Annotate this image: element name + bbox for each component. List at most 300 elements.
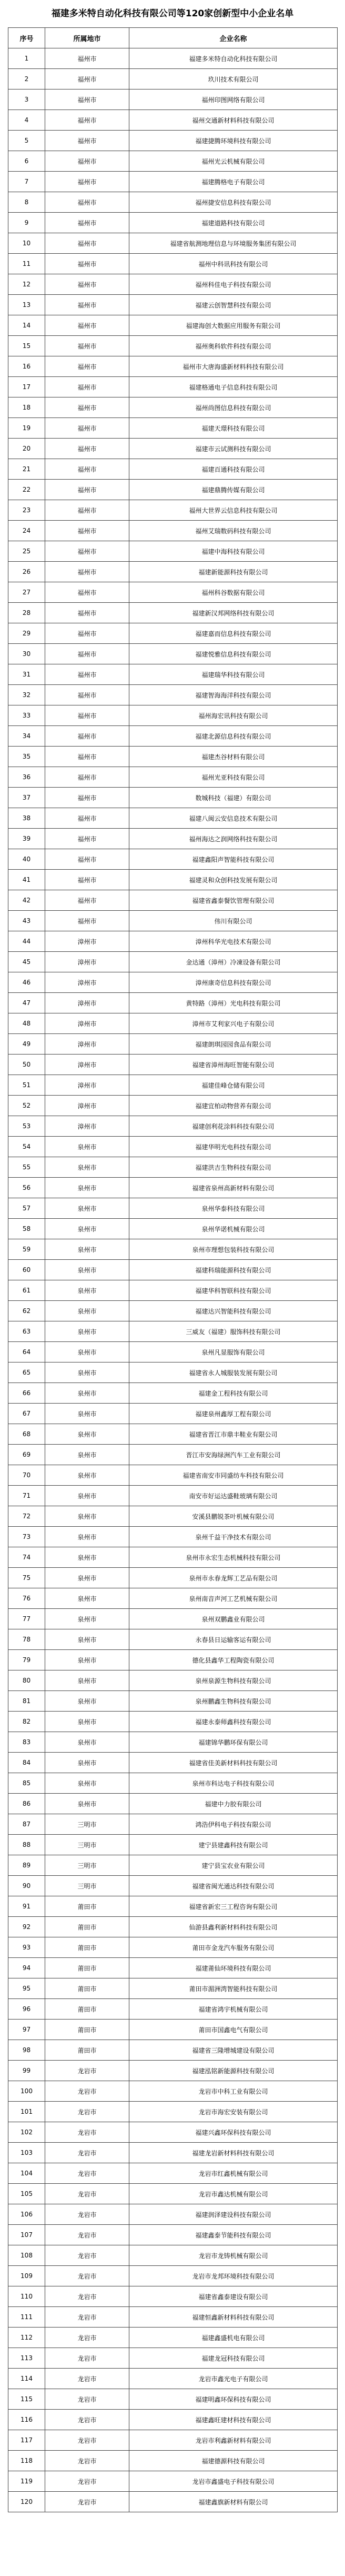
table-row bbox=[8, 603, 338, 623]
row-company: 福建兴鑫环保科技有限公司 bbox=[129, 2122, 338, 2143]
row-city: 龙岩市 bbox=[45, 2163, 129, 2184]
row-company: 伟川有限公司 bbox=[129, 911, 338, 931]
table-row bbox=[8, 1568, 338, 1588]
table-row bbox=[8, 2451, 338, 2471]
row-company: 建宁县宝农业有限公司 bbox=[129, 1855, 338, 1876]
row-city: 三明市 bbox=[45, 1855, 129, 1876]
table-row bbox=[8, 151, 338, 172]
row-index: 62 bbox=[8, 1301, 45, 1321]
table-row bbox=[8, 1219, 338, 1239]
row-index: 6 bbox=[8, 151, 45, 172]
row-city: 三明市 bbox=[45, 1814, 129, 1835]
row-company: 福建锦华鹏环保有限公司 bbox=[129, 1732, 338, 1753]
table-row bbox=[8, 2410, 338, 2430]
row-company: 福建八闽云安信息技术有限公司 bbox=[129, 808, 338, 829]
row-city: 福州市 bbox=[45, 644, 129, 664]
row-company: 泉州南音声河工艺机械有限公司 bbox=[129, 1588, 338, 1609]
row-city: 泉州市 bbox=[45, 1465, 129, 1486]
row-city: 泉州市 bbox=[45, 1794, 129, 1814]
row-index: 35 bbox=[8, 747, 45, 767]
row-index: 28 bbox=[8, 603, 45, 623]
table-row bbox=[8, 1670, 338, 1691]
row-city: 泉州市 bbox=[45, 1178, 129, 1198]
row-company: 福建鼎腾传媒有限公司 bbox=[129, 480, 338, 500]
row-city: 福州市 bbox=[45, 521, 129, 541]
row-city: 福州市 bbox=[45, 89, 129, 110]
row-city: 龙岩市 bbox=[45, 2102, 129, 2122]
row-city: 泉州市 bbox=[45, 1301, 129, 1321]
row-company: 福建省漳州海旺智能有限公司 bbox=[129, 1055, 338, 1075]
row-city: 三明市 bbox=[45, 1835, 129, 1855]
row-city: 莆田市 bbox=[45, 1958, 129, 1978]
table-row bbox=[8, 172, 338, 192]
row-index: 96 bbox=[8, 1999, 45, 2020]
row-city: 福州市 bbox=[45, 726, 129, 747]
table-row bbox=[8, 1835, 338, 1855]
row-city: 莆田市 bbox=[45, 1896, 129, 1917]
row-city: 龙岩市 bbox=[45, 2266, 129, 2286]
row-company: 福建明鑫环保科技有限公司 bbox=[129, 2389, 338, 2410]
row-city: 泉州市 bbox=[45, 1547, 129, 1568]
row-company: 漳州市艾利家兴电子有限公司 bbox=[129, 1013, 338, 1034]
row-company: 福建嘉而信息科技有限公司 bbox=[129, 623, 338, 644]
row-index: 69 bbox=[8, 1445, 45, 1465]
row-index: 53 bbox=[8, 1116, 45, 1137]
row-index: 23 bbox=[8, 500, 45, 521]
row-city: 泉州市 bbox=[45, 1753, 129, 1773]
header-index: 序号 bbox=[8, 28, 45, 48]
row-company: 福建灵和众创科技发展有限公司 bbox=[129, 870, 338, 890]
table-row bbox=[8, 623, 338, 644]
row-index: 111 bbox=[8, 2307, 45, 2328]
table-row bbox=[8, 2245, 338, 2266]
row-city: 福州市 bbox=[45, 213, 129, 233]
row-index: 21 bbox=[8, 459, 45, 480]
table-row bbox=[8, 1712, 338, 1732]
table-row bbox=[8, 1178, 338, 1198]
row-company: 福建格通电子信息科技有限公司 bbox=[129, 377, 338, 397]
table-row bbox=[8, 110, 338, 131]
row-index: 72 bbox=[8, 1506, 45, 1527]
row-company: 福建洪吉生物科技有限公司 bbox=[129, 1157, 338, 1178]
row-city: 泉州市 bbox=[45, 1383, 129, 1404]
table-row bbox=[8, 788, 338, 808]
row-company: 莆田市湄洲湾智能科技有限公司 bbox=[129, 1978, 338, 1999]
row-city: 福州市 bbox=[45, 911, 129, 931]
row-company: 福建朗琪园园食品有限公司 bbox=[129, 1034, 338, 1055]
table-row bbox=[8, 1198, 338, 1219]
row-city: 福州市 bbox=[45, 480, 129, 500]
table-row bbox=[8, 521, 338, 541]
table-row bbox=[8, 2430, 338, 2451]
row-company: 福建莆仙环境科技有限公司 bbox=[129, 1958, 338, 1978]
row-city: 三明市 bbox=[45, 1876, 129, 1896]
row-index: 120 bbox=[8, 2492, 45, 2512]
row-index: 20 bbox=[8, 439, 45, 459]
row-company: 福建省泉州高新材料有限公司 bbox=[129, 1178, 338, 1198]
row-index: 88 bbox=[8, 1835, 45, 1855]
row-company: 福建鑫阳声智能科技有限公司 bbox=[129, 849, 338, 870]
row-index: 27 bbox=[8, 582, 45, 603]
table-row bbox=[8, 808, 338, 829]
table-row bbox=[8, 1937, 338, 1958]
table-row bbox=[8, 315, 338, 336]
row-company: 莆田市金龙汽车服务有限公司 bbox=[129, 1937, 338, 1958]
row-company: 福建鑫旺建材科技有限公司 bbox=[129, 2410, 338, 2430]
table-row bbox=[8, 500, 338, 521]
row-city: 漳州市 bbox=[45, 972, 129, 993]
row-company: 福建恒鑫新材料科技有限公司 bbox=[129, 2307, 338, 2328]
row-city: 泉州市 bbox=[45, 1773, 129, 1794]
row-company: 福建科瑞能源科技有限公司 bbox=[129, 1260, 338, 1280]
row-index: 80 bbox=[8, 1670, 45, 1691]
table-row bbox=[8, 1362, 338, 1383]
row-index: 67 bbox=[8, 1404, 45, 1424]
row-company: 建宁县建鑫科技有限公司 bbox=[129, 1835, 338, 1855]
row-city: 福州市 bbox=[45, 870, 129, 890]
table-row bbox=[8, 993, 338, 1013]
row-company: 福建悦雅信息科技有限公司 bbox=[129, 644, 338, 664]
row-company: 福建龙冠科技有限公司 bbox=[129, 2348, 338, 2369]
row-index: 33 bbox=[8, 705, 45, 726]
row-company: 龙岩市利鑫新材料有限公司 bbox=[129, 2430, 338, 2451]
table-row bbox=[8, 1157, 338, 1178]
row-index: 61 bbox=[8, 1280, 45, 1301]
row-index: 10 bbox=[8, 233, 45, 254]
row-company: 福建中海科技有限公司 bbox=[129, 541, 338, 562]
table-row bbox=[8, 1629, 338, 1650]
table-row bbox=[8, 1773, 338, 1794]
row-index: 49 bbox=[8, 1034, 45, 1055]
row-city: 泉州市 bbox=[45, 1670, 129, 1691]
row-city: 龙岩市 bbox=[45, 2389, 129, 2410]
table-row bbox=[8, 2122, 338, 2143]
table-row bbox=[8, 870, 338, 890]
row-city: 漳州市 bbox=[45, 1034, 129, 1055]
enterprise-table bbox=[8, 27, 338, 2512]
row-company: 福建创利花涂料科技有限公司 bbox=[129, 1116, 338, 1137]
row-index: 77 bbox=[8, 1609, 45, 1629]
row-company: 福建鑫旗新材料有限公司 bbox=[129, 2492, 338, 2512]
row-company: 永春县日运输客运有限公司 bbox=[129, 1629, 338, 1650]
row-city: 福州市 bbox=[45, 747, 129, 767]
table-row bbox=[8, 1342, 338, 1362]
row-city: 福州市 bbox=[45, 767, 129, 788]
table-row bbox=[8, 2471, 338, 2492]
row-city: 福州市 bbox=[45, 685, 129, 705]
row-city: 福州市 bbox=[45, 664, 129, 685]
row-city: 泉州市 bbox=[45, 1198, 129, 1219]
row-index: 99 bbox=[8, 2061, 45, 2081]
table-row bbox=[8, 1506, 338, 1527]
row-index: 85 bbox=[8, 1773, 45, 1794]
row-company: 福建北源信息科技有限公司 bbox=[129, 726, 338, 747]
row-company: 福建智海海洋科技有限公司 bbox=[129, 685, 338, 705]
table-row bbox=[8, 192, 338, 213]
row-city: 福州市 bbox=[45, 192, 129, 213]
table-row bbox=[8, 1588, 338, 1609]
row-city: 泉州市 bbox=[45, 1568, 129, 1588]
row-index: 82 bbox=[8, 1712, 45, 1732]
table-row bbox=[8, 48, 338, 69]
row-city: 泉州市 bbox=[45, 1342, 129, 1362]
table-row bbox=[8, 1137, 338, 1157]
row-company: 福建华科智联科技有限公司 bbox=[129, 1280, 338, 1301]
row-index: 109 bbox=[8, 2266, 45, 2286]
row-index: 36 bbox=[8, 767, 45, 788]
row-index: 113 bbox=[8, 2348, 45, 2369]
table-row bbox=[8, 1280, 338, 1301]
row-city: 龙岩市 bbox=[45, 2204, 129, 2225]
row-city: 龙岩市 bbox=[45, 2451, 129, 2471]
table-row bbox=[8, 1404, 338, 1424]
row-index: 81 bbox=[8, 1691, 45, 1712]
row-index: 118 bbox=[8, 2451, 45, 2471]
row-company: 福建省鑫泰建设有限公司 bbox=[129, 2286, 338, 2307]
row-index: 112 bbox=[8, 2328, 45, 2348]
row-city: 福州市 bbox=[45, 336, 129, 356]
table-row bbox=[8, 1855, 338, 1876]
row-company: 德化县鑫华工程陶瓷有限公司 bbox=[129, 1650, 338, 1670]
row-city: 泉州市 bbox=[45, 1404, 129, 1424]
row-index: 71 bbox=[8, 1486, 45, 1506]
row-company: 漳州科华光电技术有限公司 bbox=[129, 931, 338, 952]
table-row bbox=[8, 952, 338, 972]
table-row bbox=[8, 1116, 338, 1137]
table-row bbox=[8, 2286, 338, 2307]
row-city: 福州市 bbox=[45, 788, 129, 808]
table-row bbox=[8, 2348, 338, 2369]
table-row bbox=[8, 213, 338, 233]
table-row bbox=[8, 2020, 338, 2040]
row-index: 78 bbox=[8, 1629, 45, 1650]
row-company: 泉州泉源生物科技有限公司 bbox=[129, 1670, 338, 1691]
row-city: 福州市 bbox=[45, 439, 129, 459]
row-company: 泉州华诺机械有限公司 bbox=[129, 1219, 338, 1239]
row-index: 50 bbox=[8, 1055, 45, 1075]
table-row bbox=[8, 1896, 338, 1917]
table-row bbox=[8, 233, 338, 254]
row-index: 24 bbox=[8, 521, 45, 541]
row-company: 福建天璟科技有限公司 bbox=[129, 418, 338, 439]
row-index: 73 bbox=[8, 1527, 45, 1547]
table-row bbox=[8, 2143, 338, 2163]
table-row bbox=[8, 1239, 338, 1260]
table-row bbox=[8, 1301, 338, 1321]
row-city: 福州市 bbox=[45, 397, 129, 418]
row-city: 福州市 bbox=[45, 274, 129, 295]
row-company: 福州中科讯科技有限公司 bbox=[129, 254, 338, 274]
row-index: 95 bbox=[8, 1978, 45, 1999]
table-row bbox=[8, 1321, 338, 1342]
table-row bbox=[8, 480, 338, 500]
row-city: 福州市 bbox=[45, 705, 129, 726]
row-city: 龙岩市 bbox=[45, 2081, 129, 2102]
row-company: 福建宜柏动物营养有限公司 bbox=[129, 1096, 338, 1116]
row-company: 晋江市安海绿洲汽车工业有限公司 bbox=[129, 1445, 338, 1465]
table-row bbox=[8, 2102, 338, 2122]
row-company: 福建鑫泰节能科技有限公司 bbox=[129, 2225, 338, 2245]
row-city: 福州市 bbox=[45, 541, 129, 562]
row-city: 福州市 bbox=[45, 131, 129, 151]
row-index: 83 bbox=[8, 1732, 45, 1753]
table-row bbox=[8, 2266, 338, 2286]
row-company: 福建泓铭新能源科技有限公司 bbox=[129, 2061, 338, 2081]
row-index: 16 bbox=[8, 356, 45, 377]
row-company: 鸿浩伊科电子科技有限公司 bbox=[129, 1814, 338, 1835]
table-row bbox=[8, 2163, 338, 2184]
row-company: 福建省鸿宇机械有限公司 bbox=[129, 1999, 338, 2020]
table-row bbox=[8, 1465, 338, 1486]
row-city: 泉州市 bbox=[45, 1260, 129, 1280]
row-index: 11 bbox=[8, 254, 45, 274]
row-city: 福州市 bbox=[45, 295, 129, 315]
row-city: 龙岩市 bbox=[45, 2471, 129, 2492]
row-company: 福建省永人城服装发展有限公司 bbox=[129, 1362, 338, 1383]
row-index: 105 bbox=[8, 2184, 45, 2204]
row-company: 福州海宏讯科技有限公司 bbox=[129, 705, 338, 726]
row-index: 108 bbox=[8, 2245, 45, 2266]
row-index: 60 bbox=[8, 1260, 45, 1280]
row-company: 福建省航测地理信息与环境服务集团有限公司 bbox=[129, 233, 338, 254]
table-row bbox=[8, 849, 338, 870]
row-company: 福建省三隆增城建设有限公司 bbox=[129, 2040, 338, 2061]
row-city: 福州市 bbox=[45, 603, 129, 623]
row-city: 泉州市 bbox=[45, 1424, 129, 1445]
table-row bbox=[8, 931, 338, 952]
row-index: 37 bbox=[8, 788, 45, 808]
row-index: 106 bbox=[8, 2204, 45, 2225]
row-company: 福建道路科技有限公司 bbox=[129, 213, 338, 233]
row-index: 64 bbox=[8, 1342, 45, 1362]
table-row bbox=[8, 1034, 338, 1055]
row-city: 福州市 bbox=[45, 829, 129, 849]
table-row bbox=[8, 69, 338, 89]
row-company: 福建百通科技有限公司 bbox=[129, 459, 338, 480]
row-index: 8 bbox=[8, 192, 45, 213]
row-index: 15 bbox=[8, 336, 45, 356]
table-row bbox=[8, 1609, 338, 1629]
row-index: 29 bbox=[8, 623, 45, 644]
row-city: 莆田市 bbox=[45, 2040, 129, 2061]
row-index: 65 bbox=[8, 1362, 45, 1383]
row-city: 泉州市 bbox=[45, 1157, 129, 1178]
row-city: 龙岩市 bbox=[45, 2225, 129, 2245]
row-city: 泉州市 bbox=[45, 1362, 129, 1383]
row-company: 福州科谷数据有限公司 bbox=[129, 582, 338, 603]
row-company: 泉州凡显服饰有限公司 bbox=[129, 1342, 338, 1362]
table-row bbox=[8, 1383, 338, 1404]
row-index: 2 bbox=[8, 69, 45, 89]
row-index: 75 bbox=[8, 1568, 45, 1588]
row-index: 114 bbox=[8, 2369, 45, 2389]
row-city: 龙岩市 bbox=[45, 2307, 129, 2328]
table-row bbox=[8, 459, 338, 480]
row-index: 70 bbox=[8, 1465, 45, 1486]
table-row bbox=[8, 1424, 338, 1445]
row-index: 18 bbox=[8, 397, 45, 418]
row-index: 87 bbox=[8, 1814, 45, 1835]
row-company: 福建鑫盛机电有限公司 bbox=[129, 2328, 338, 2348]
row-company: 数城科技（福建）有限公司 bbox=[129, 788, 338, 808]
row-company: 福州大世界云信息科技有限公司 bbox=[129, 500, 338, 521]
row-company: 南安市好运达盛鞋玻璃有限公司 bbox=[129, 1486, 338, 1506]
row-index: 48 bbox=[8, 1013, 45, 1034]
row-city: 漳州市 bbox=[45, 952, 129, 972]
row-company: 泉州千益干净技术有限公司 bbox=[129, 1527, 338, 1547]
row-index: 25 bbox=[8, 541, 45, 562]
row-index: 84 bbox=[8, 1753, 45, 1773]
row-company: 福建省晋江市鼎丰鞋业有限公司 bbox=[129, 1424, 338, 1445]
row-company: 泉州市永宏生态机械科技有限公司 bbox=[129, 1547, 338, 1568]
table-row bbox=[8, 274, 338, 295]
row-company: 福州光云机械有限公司 bbox=[129, 151, 338, 172]
row-index: 68 bbox=[8, 1424, 45, 1445]
row-city: 泉州市 bbox=[45, 1588, 129, 1609]
row-index: 79 bbox=[8, 1650, 45, 1670]
row-company: 玖川技术有限公司 bbox=[129, 69, 338, 89]
row-company: 福建腾格电子有限公司 bbox=[129, 172, 338, 192]
row-city: 泉州市 bbox=[45, 1486, 129, 1506]
row-company: 福建润泽建设科技有限公司 bbox=[129, 2204, 338, 2225]
row-company: 安溪县鹏锐茶叶机械有限公司 bbox=[129, 1506, 338, 1527]
row-city: 泉州市 bbox=[45, 1321, 129, 1342]
row-company: 福建省佳美新材料科技有限公司 bbox=[129, 1753, 338, 1773]
table-row bbox=[8, 685, 338, 705]
row-company: 福建省新宏三工程咨询有限公司 bbox=[129, 1896, 338, 1917]
document-title: 福建多米特自动化科技有限公司等120家创新型中小企业名单 bbox=[51, 8, 294, 19]
row-index: 39 bbox=[8, 829, 45, 849]
row-index: 100 bbox=[8, 2081, 45, 2102]
row-city: 漳州市 bbox=[45, 931, 129, 952]
row-city: 福州市 bbox=[45, 623, 129, 644]
row-company: 福建省南安市同盛纺车科技有限公司 bbox=[129, 1465, 338, 1486]
row-city: 泉州市 bbox=[45, 1691, 129, 1712]
row-city: 福州市 bbox=[45, 849, 129, 870]
row-company: 龙岩市红鑫机械有限公司 bbox=[129, 2163, 338, 2184]
row-company: 仙游县鑫利新材料科技有限公司 bbox=[129, 1917, 338, 1937]
row-city: 福州市 bbox=[45, 459, 129, 480]
row-city: 泉州市 bbox=[45, 1527, 129, 1547]
row-index: 5 bbox=[8, 131, 45, 151]
row-city: 龙岩市 bbox=[45, 2061, 129, 2081]
table-row bbox=[8, 767, 338, 788]
row-index: 119 bbox=[8, 2471, 45, 2492]
table-row bbox=[8, 562, 338, 582]
row-index: 30 bbox=[8, 644, 45, 664]
row-city: 福州市 bbox=[45, 418, 129, 439]
table-row bbox=[8, 2204, 338, 2225]
row-index: 74 bbox=[8, 1547, 45, 1568]
row-city: 莆田市 bbox=[45, 1917, 129, 1937]
row-company: 福州奥科软件科技有限公司 bbox=[129, 336, 338, 356]
row-city: 漳州市 bbox=[45, 993, 129, 1013]
table-row bbox=[8, 1650, 338, 1670]
table-row bbox=[8, 2040, 338, 2061]
row-index: 92 bbox=[8, 1917, 45, 1937]
row-company: 莆田市国鑫电气有限公司 bbox=[129, 2020, 338, 2040]
row-index: 102 bbox=[8, 2122, 45, 2143]
row-index: 66 bbox=[8, 1383, 45, 1404]
table-row bbox=[8, 1814, 338, 1835]
row-company: 福建泉州鑫厚工程有限公司 bbox=[129, 1404, 338, 1424]
row-company: 黄特路（漳州）光电科技有限公司 bbox=[129, 993, 338, 1013]
table-row bbox=[8, 1075, 338, 1096]
table-row bbox=[8, 356, 338, 377]
table-row bbox=[8, 131, 338, 151]
row-company: 龙岩市龙铸机械有限公司 bbox=[129, 2245, 338, 2266]
row-city: 泉州市 bbox=[45, 1506, 129, 1527]
